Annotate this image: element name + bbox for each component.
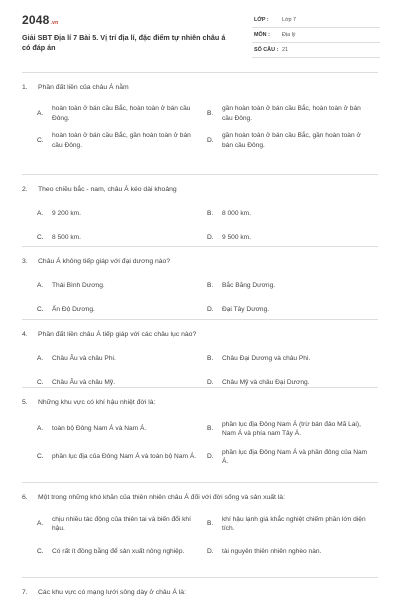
answer-letter: B. xyxy=(207,355,214,363)
answer-text: phần lục địa Đông Nam Á và phần đông của Nam Á. xyxy=(222,448,368,465)
answer-letter: C. xyxy=(37,453,44,461)
answer-text: Châu Mỹ và châu Đại Dương. xyxy=(222,379,310,387)
answer-option[interactable] xyxy=(207,443,377,471)
question-prompt: Những khu vực có khí hậu nhiệt đới là: xyxy=(38,398,156,406)
answer-text: Châu Âu và châu Mỹ. xyxy=(52,379,116,387)
question-text xyxy=(22,492,378,502)
answer-letter: A. xyxy=(37,355,44,363)
document-meta xyxy=(252,13,380,58)
answer-letter: B. xyxy=(207,109,214,117)
meta-value: 21 xyxy=(282,47,288,53)
answer-option[interactable] xyxy=(207,274,377,298)
answer-letter: B. xyxy=(207,520,214,528)
answer-letter: D. xyxy=(207,234,214,242)
question-number: 1. xyxy=(22,83,28,91)
answer-row xyxy=(37,538,377,566)
question-item xyxy=(22,72,378,174)
question-number: 4. xyxy=(22,330,28,338)
answer-row xyxy=(37,415,377,443)
answer-text: phần lục địa Đông Nam Á (trừ bán đảo Mã Lai), Nam Á và phía nam Tây Á. xyxy=(222,420,361,437)
logo-main: 2048 xyxy=(22,13,50,27)
answer-row xyxy=(37,100,377,127)
answer-letter: C. xyxy=(37,548,44,556)
answer-row xyxy=(37,443,377,471)
question-number: 5. xyxy=(22,398,28,406)
answer-letter: C. xyxy=(37,136,44,144)
answer-text: toàn bộ Đông Nam Á và Nam Á. xyxy=(52,425,147,433)
document-title: Giải SBT Địa lí 7 Bài 5. Vị trí địa lí, đặc điểm tự nhiên châu á có đáp án xyxy=(22,33,226,52)
answer-text: Đại Tây Dương. xyxy=(222,306,270,314)
answer-option[interactable] xyxy=(37,415,207,443)
answer-letter: D. xyxy=(207,306,214,314)
answer-option[interactable] xyxy=(37,100,207,127)
answer-row xyxy=(37,202,377,226)
answer-text: chịu nhiều tác động của thiên tai và biến đổi khí hậu. xyxy=(52,515,191,532)
answer-letter: B. xyxy=(207,425,214,433)
answer-text: 8 500 km. xyxy=(52,234,81,242)
question-item xyxy=(22,246,378,319)
answer-letter: A. xyxy=(37,425,44,433)
answer-options xyxy=(37,415,377,471)
answer-letter: A. xyxy=(37,520,44,528)
question-prompt: Theo chiều bắc - nam, châu Á kéo dài khoảng xyxy=(38,185,177,193)
answer-row xyxy=(37,347,377,371)
question-list xyxy=(22,72,378,607)
answer-text: 8 000 km. xyxy=(222,210,251,218)
question-item xyxy=(22,319,378,387)
answer-row xyxy=(37,127,377,154)
question-number: 6. xyxy=(22,493,28,501)
answer-letter: D. xyxy=(207,548,214,556)
answer-option[interactable] xyxy=(207,415,377,443)
answer-letter: D. xyxy=(207,136,214,144)
meta-label: SỐ CÂU : xyxy=(254,47,279,53)
answer-text: khí hậu lạnh giá khắc nghiệt chiếm phần lớn diện tích. xyxy=(222,515,366,532)
question-item xyxy=(22,174,378,246)
answer-option[interactable] xyxy=(207,202,377,226)
answer-text: Thái Bình Dương. xyxy=(52,282,105,290)
answer-row xyxy=(37,371,377,395)
answer-options xyxy=(37,274,377,322)
answer-text: hoàn toàn ở bán cầu Bắc, gần hoàn toàn ở bán cầu Đông. xyxy=(52,132,191,149)
site-logo[interactable] xyxy=(22,13,58,27)
answer-letter: C. xyxy=(37,234,44,242)
answer-option[interactable] xyxy=(37,226,207,250)
answer-letter: A. xyxy=(37,210,44,218)
answer-row xyxy=(37,226,377,250)
answer-row xyxy=(37,274,377,298)
question-item xyxy=(22,577,378,607)
answer-option[interactable] xyxy=(37,274,207,298)
answer-text: Có rất ít đồng bằng để sản xuất nông nghiệp. xyxy=(52,548,185,556)
answer-option[interactable] xyxy=(207,538,377,566)
answer-letter: C. xyxy=(37,379,44,387)
answer-letter: C. xyxy=(37,306,44,314)
answer-letter: B. xyxy=(207,282,214,290)
answer-text: gần hoàn toàn ở bán cầu Bắc, hoàn toàn ở bán cầu Đông. xyxy=(222,105,361,122)
answer-option[interactable] xyxy=(207,100,377,127)
meta-value: Lớp 7 xyxy=(282,17,297,23)
page-header xyxy=(0,0,400,68)
answer-option[interactable] xyxy=(207,510,377,538)
question-number: 7. xyxy=(22,588,28,596)
answer-option[interactable] xyxy=(207,127,377,154)
question-text xyxy=(22,397,378,407)
answer-text: Châu Âu và châu Phi. xyxy=(52,355,116,363)
meta-label: MÔN : xyxy=(254,32,270,38)
answer-option[interactable] xyxy=(207,298,377,322)
question-text xyxy=(22,184,378,194)
answer-option[interactable] xyxy=(207,347,377,371)
question-text xyxy=(22,256,378,266)
question-text xyxy=(22,329,378,339)
answer-option[interactable] xyxy=(207,226,377,250)
meta-value: Địa lý xyxy=(282,32,296,38)
answer-text: Châu Đại Dương và châu Phi. xyxy=(222,355,311,363)
answer-options xyxy=(37,347,377,395)
question-prompt: Châu Á không tiếp giáp với đại dương nào? xyxy=(38,257,171,265)
question-prompt: Một trong những khó khăn của thiên nhiên châu Á đối với đời sống và sản xuất là: xyxy=(38,493,285,501)
question-number: 2. xyxy=(22,185,28,193)
answer-text: Bắc Băng Dương. xyxy=(222,282,276,290)
question-item xyxy=(22,482,378,577)
answer-option[interactable] xyxy=(37,347,207,371)
question-item xyxy=(22,387,378,482)
answer-text: 9 200 km. xyxy=(52,210,81,218)
answer-options xyxy=(37,202,377,250)
meta-row-count xyxy=(252,43,380,58)
question-number: 3. xyxy=(22,257,28,265)
answer-option[interactable] xyxy=(37,371,207,395)
logo-suffix: .vn xyxy=(50,20,59,26)
question-text xyxy=(22,587,378,597)
answer-option[interactable] xyxy=(37,510,207,538)
meta-label: LỚP : xyxy=(254,17,269,23)
answer-row xyxy=(37,298,377,322)
answer-text: 9 500 km. xyxy=(222,234,251,242)
question-prompt: Các khu vực có mạng lưới sông dày ở châu Á là: xyxy=(38,588,186,596)
answer-text: Ấn Độ Dương. xyxy=(52,306,95,314)
meta-row-class xyxy=(252,13,380,28)
answer-letter: D. xyxy=(207,453,214,461)
answer-option[interactable] xyxy=(37,298,207,322)
answer-options xyxy=(37,100,377,154)
answer-letter: A. xyxy=(37,109,44,117)
answer-option[interactable] xyxy=(37,202,207,226)
answer-option[interactable] xyxy=(37,538,207,566)
answer-letter: A. xyxy=(37,282,44,290)
answer-text: hoàn toàn ở bán cầu Bắc, hoàn toàn ở bán cầu Đông. xyxy=(52,105,191,122)
answer-text: gần hoàn toàn ở bán cầu Bắc, gần hoàn toàn ở bán cầu Đông. xyxy=(222,132,361,149)
answer-options xyxy=(37,510,377,566)
answer-letter: B. xyxy=(207,210,214,218)
question-prompt: Phần đất liền của châu Á nằm xyxy=(38,83,129,91)
answer-letter: D. xyxy=(207,379,214,387)
answer-text: phần lục địa của Đông Nam Á và toàn bộ Nam Á. xyxy=(52,453,197,461)
question-text xyxy=(22,82,378,92)
meta-row-subject xyxy=(252,28,380,43)
answer-option[interactable] xyxy=(37,443,207,471)
question-prompt: Phần đất liền châu Á tiếp giáp với các châu lục nào? xyxy=(38,330,197,338)
answer-row xyxy=(37,510,377,538)
answer-option[interactable] xyxy=(207,371,377,395)
answer-text: tài nguyên thiên nhiên nghèo nàn. xyxy=(222,548,322,556)
answer-option[interactable] xyxy=(37,127,207,154)
